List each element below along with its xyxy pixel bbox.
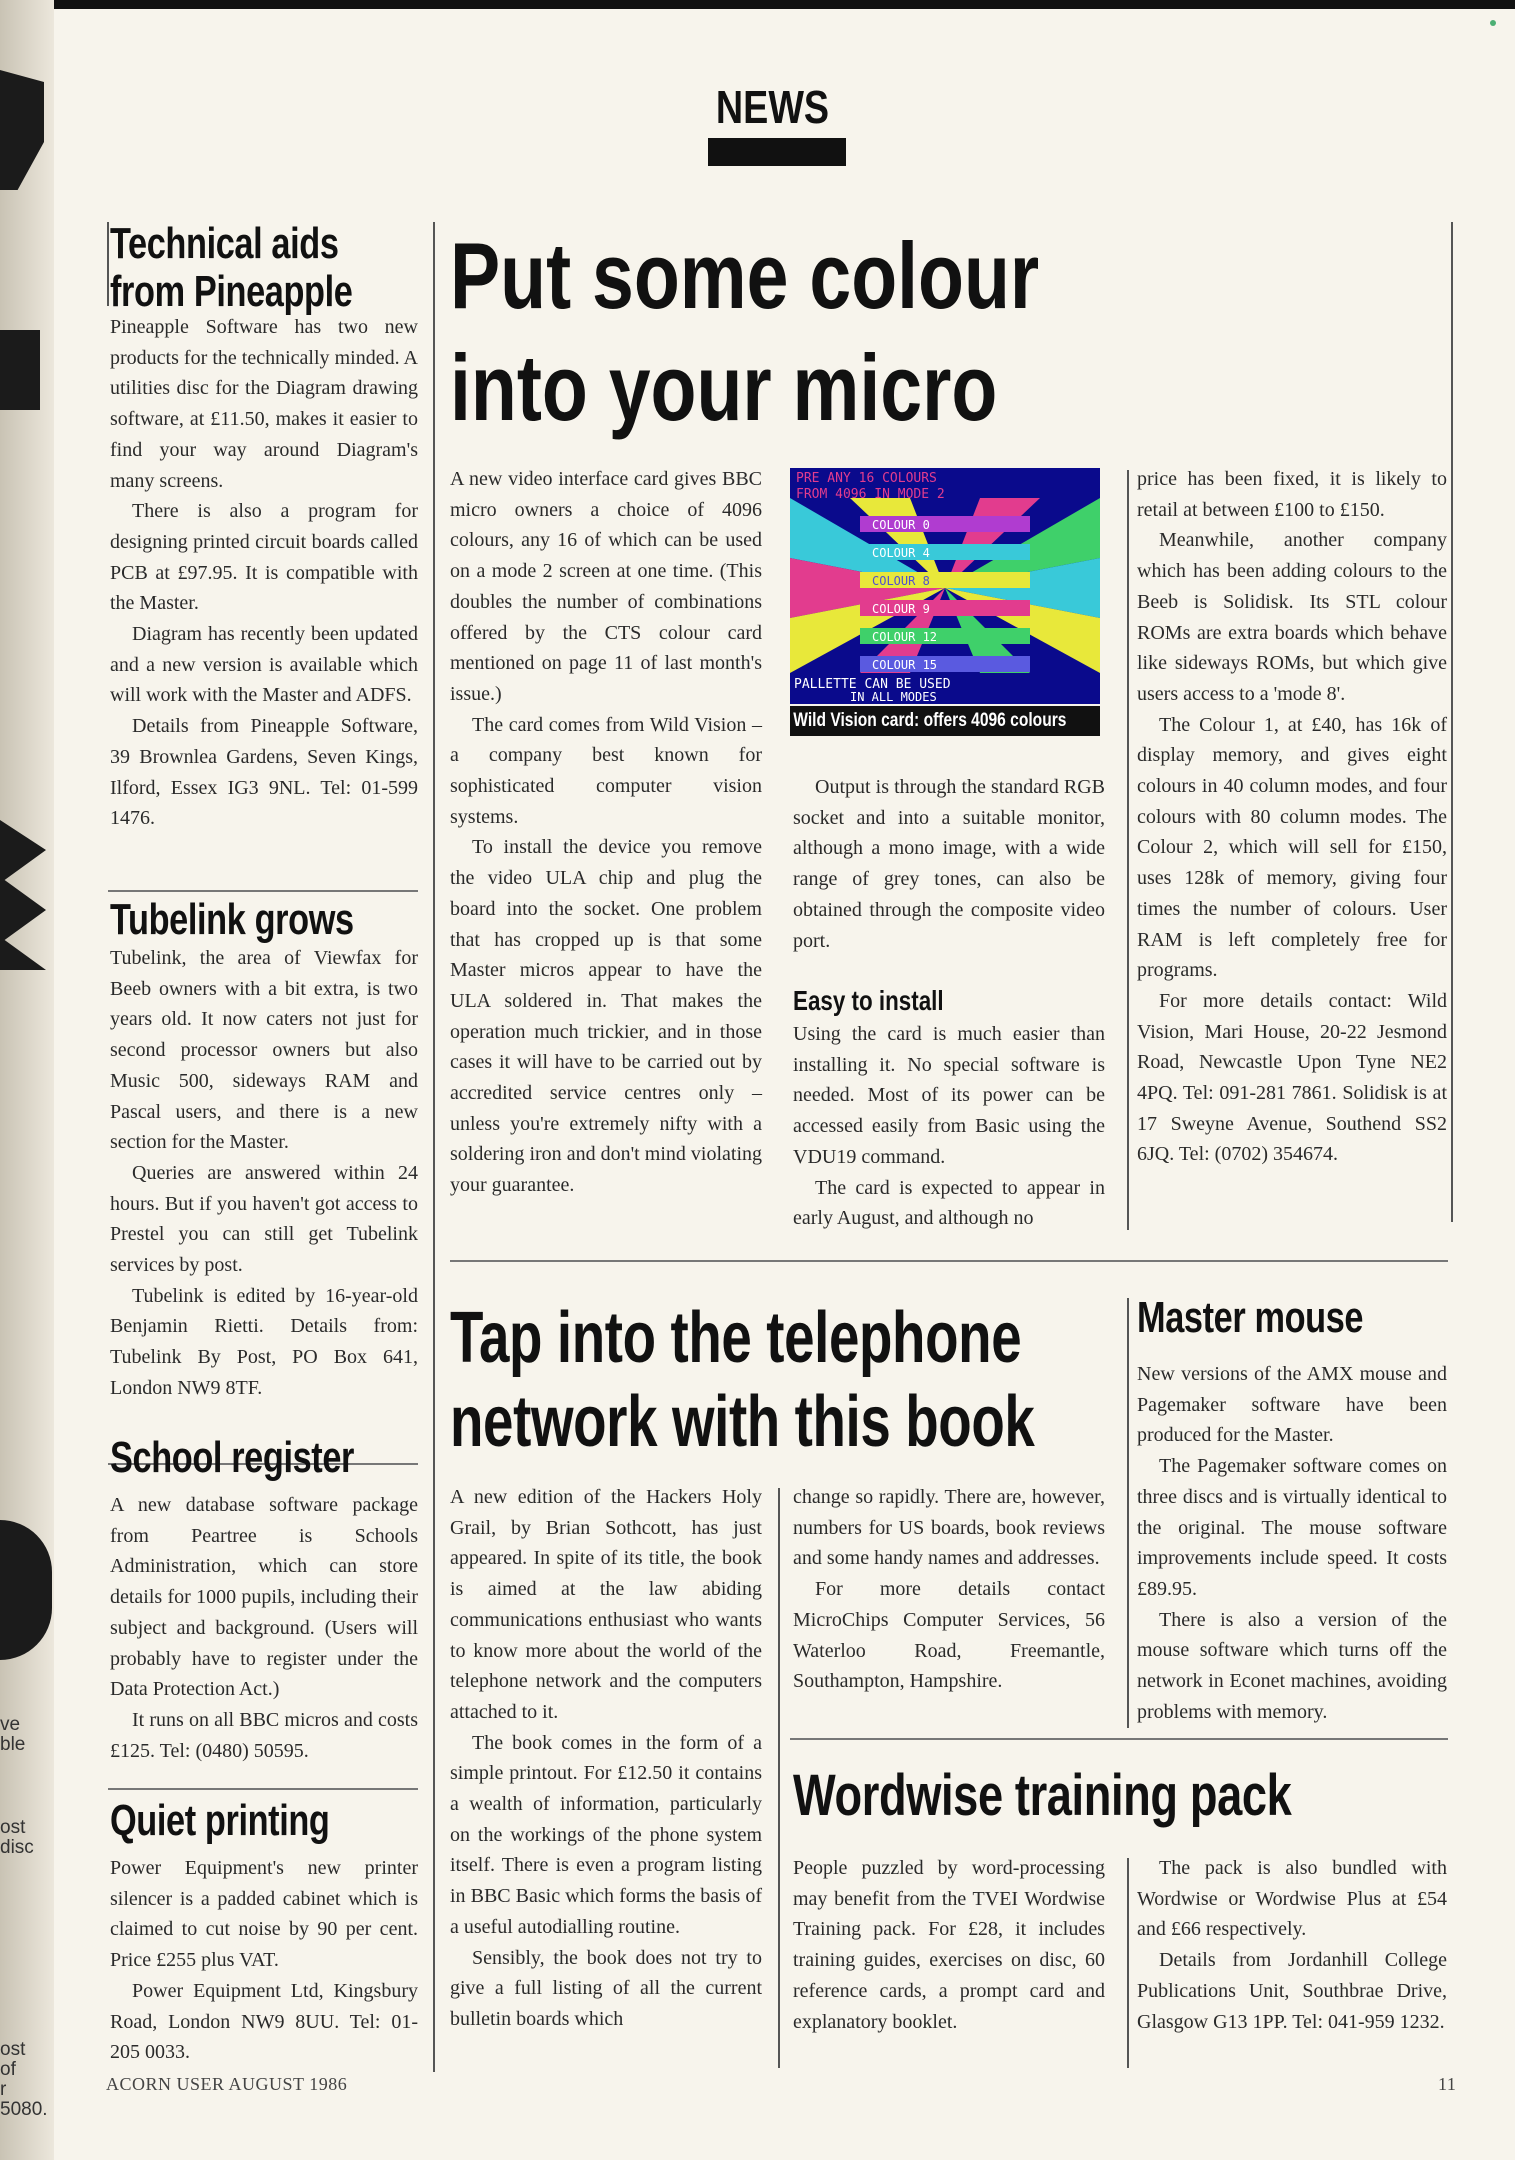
paragraph: The Colour 1, at £40, has 16k of display memory, and gives eight colours in 40 column modes, and four colours with 80 column modes. The Colour 2, which will sell for £150, uses 128k of memory, giving four times the number of colours. User RAM is left completely free for programs. <box>1137 713 1447 982</box>
article-body-pineapple <box>110 312 418 834</box>
screen-bar-label: COLOUR 8 <box>872 574 930 588</box>
paragraph: To install the device you remove the video ULA chip and plug the board into the socket. One problem that has cropped up is that some Master micros appear to have the ULA soldered in. That makes the operation much trickier, and in those cases it will have to be carried out by accredited service centres only – unless you're extremely nifty with a soldering iron and don't mind violating your guarantee. <box>450 836 762 1197</box>
article-colour-column-1 <box>450 464 762 1201</box>
article-colour-column-3 <box>1137 464 1447 1170</box>
subheading-easy-to-install: Easy to install <box>793 985 944 1016</box>
article-colour-column-2-bottom <box>793 1019 1105 1234</box>
paragraph: A new edition of the Hackers Holy Grail, by Brian Sothcott, has just appeared. In spite of its title, the book is aimed at the law abiding communications enthusiast who wants to know more about the world of the telephone network and the computers attached to it. <box>450 1486 762 1723</box>
paragraph: The pack is also bundled with Wordwise or Wordwise Plus at £54 and £66 respectively. <box>1137 1857 1447 1941</box>
screen-bar-label: COLOUR 9 <box>872 602 930 616</box>
article-title-quiet: Quiet printing <box>110 1796 330 1845</box>
article-separator <box>450 1260 1448 1262</box>
paragraph: The card is expected to appear in early August, and although no <box>793 1176 1105 1230</box>
article-title-tubelink: Tubelink grows <box>110 895 354 944</box>
paragraph: New versions of the AMX mouse and Pagemaker software have been produced for the Master. <box>1137 1363 1447 1447</box>
paragraph: The Pagemaker software comes on three discs and is virtually identical to the original. The mouse software improvements include speed. It costs £89.95. <box>1137 1455 1447 1600</box>
section-title: NEWS <box>715 81 830 133</box>
article-body-school <box>110 1490 418 1766</box>
screen-bar-label: COLOUR 4 <box>872 546 930 560</box>
article-wordwise-column-2 <box>1137 1853 1447 2037</box>
article-body-quiet <box>110 1853 418 2068</box>
paragraph: People puzzled by word-processing may benefit from the TVEI Wordwise Training pack. For £28, it includes training guides, exercises on disc, 60 reference cards, a prompt card and explanatory booklet. <box>793 1857 1105 2033</box>
article-title-wordwise: Wordwise training pack <box>793 1763 1292 1828</box>
article-title-telephone: Tap into the telephone network with this book <box>450 1298 1035 1462</box>
paragraph: For more details contact: Wild Vision, Mari House, 20-22 Jesmond Road, Newcastle Upon Tyne NE2 4PQ. Tel: 091-281 7861. Solidisk is at 17 Sweyne Avenue, Southend SS2 6JQ. Tel: (0702) 354674. <box>1137 989 1447 1166</box>
article-title-colour: Put some colour into your micro <box>450 223 1040 440</box>
paragraph: Tubelink is edited by 16-year-old Benjamin Rietti. Details from: Tubelink By Post, PO Box 641, London NW9 8TF. <box>110 1284 418 1399</box>
edge-text-fragment: ost disc <box>0 1817 34 1858</box>
section-title-bar <box>708 138 846 166</box>
paragraph: The book comes in the form of a simple printout. For £12.50 it contains a wealth of information, particularly on the workings of the phone system itself. There is even a program listing in BBC Basic which forms the basis of a useful autodialling routine. <box>450 1731 762 1938</box>
paragraph: The card comes from Wild Vision – a company best known for sophisticated computer vision systems. <box>450 713 762 828</box>
svg-text:PALLETTE CAN BE USED: PALLETTE CAN BE USED <box>794 677 951 692</box>
paragraph: Tubelink, the area of Viewfax for Beeb owners with a bit extra, is two years old. It now caters not just for second processor owners but also Music 500, sideways RAM and Pascal users, and there is a new section for the Master. <box>110 947 418 1154</box>
article-title-mouse: Master mouse <box>1137 1293 1364 1342</box>
screen-bar-label: COLOUR 15 <box>872 658 938 672</box>
article-body-tubelink <box>110 943 418 1404</box>
paragraph: A new video interface card gives BBC micro owners a choice of 4096 colours, any 16 of which can be used on a mode 2 screen at one time. (This doubles the number of combinations offered by the CTS colour card mentioned on page 11 of last month's issue.) <box>450 468 762 705</box>
paragraph: change so rapidly. There are, however, numbers for US boards, book reviews and some handy names and addresses. <box>793 1486 1105 1570</box>
top-edge <box>0 0 1515 9</box>
svg-text:IN ALL MODES: IN ALL MODES <box>850 690 937 704</box>
paragraph: Meanwhile, another company which has been adding colours to the Beeb is Solidisk. Its STL colour ROMs are extra boards which behave like sideways ROMs, but which give users access to a 'mode 8'. <box>1137 529 1447 705</box>
column-rule <box>1127 1298 1129 1728</box>
column-rule <box>433 222 435 2072</box>
edge-blob-shape <box>0 1520 52 1660</box>
article-title-pineapple: Technical aids from Pineapple <box>110 219 353 316</box>
article-separator <box>790 1738 1448 1740</box>
column-rule <box>1127 470 1129 1230</box>
paragraph: Pineapple Software has two new products for the technically minded. A utilities disc for the Diagram drawing software, at £11.50, makes it easier to find your way around Diagram's many screens. <box>110 316 418 492</box>
paragraph: A new database software package from Peartree is Schools Administration, which can store details for 1000 pupils, including their subject and background. (Users will probably have to register under the Data Protection Act.) <box>110 1494 418 1701</box>
edge-zigzag-shape <box>0 820 46 970</box>
article-telephone-column-1 <box>450 1482 762 2035</box>
page-number: 11 <box>1438 2074 1457 2094</box>
column-rule <box>778 1488 780 2068</box>
svg-text:FROM 4096 IN MODE 2: FROM 4096 IN MODE 2 <box>796 487 945 502</box>
adjacent-page-edge <box>0 0 54 2160</box>
article-separator <box>108 890 418 892</box>
wild-vision-screen-photo <box>790 468 1100 704</box>
paragraph: Power Equipment's new printer silencer is a padded cabinet which is claimed to cut noise by 90 per cent. Price £255 plus VAT. <box>110 1857 418 1972</box>
paragraph: For more details contact MicroChips Computer Services, 56 Waterloo Road, Freemantle, Southampton, Hampshire. <box>793 1578 1105 1693</box>
paragraph: Output is through the standard RGB socket and into a suitable monitor, although a mono image, with a wide range of grey tones, can also be obtained through the composite video port. <box>793 776 1105 952</box>
green-dot <box>1490 20 1496 26</box>
column-rule <box>107 222 109 306</box>
paragraph: Queries are answered within 24 hours. But if you haven't got access to Prestel you can still get Tubelink services by post. <box>110 1161 418 1277</box>
article-body-mouse <box>1137 1359 1447 1727</box>
paragraph: Power Equipment Ltd, Kingsbury Road, London NW9 8UU. Tel: 01-205 0033. <box>110 1979 418 2064</box>
article-colour-column-2-top <box>793 772 1105 956</box>
article-telephone-column-2 <box>793 1482 1105 1697</box>
article-separator <box>108 1788 418 1790</box>
colour-rays-graphic <box>790 468 1100 704</box>
column-rule <box>1127 1858 1129 2068</box>
screen-bar-label: COLOUR 0 <box>872 518 930 532</box>
paragraph: price has been fixed, it is likely to retail at between £100 to £150. <box>1137 468 1447 521</box>
column-rule <box>1451 222 1453 1222</box>
paragraph: There is also a version of the mouse software which turns off the network in Econet machines, avoiding problems with memory. <box>1137 1608 1447 1723</box>
edge-letter-shape <box>0 330 40 410</box>
article-title-school: School register <box>110 1433 354 1482</box>
paragraph: It runs on all BBC micros and costs £125. Tel: (0480) 50595. <box>110 1708 418 1762</box>
svg-text:PRE ANY 16 COLOURS: PRE ANY 16 COLOURS <box>796 471 937 486</box>
paragraph: Details from Jordanhill College Publications Unit, Southbrae Drive, Glasgow G13 1PP. Tel: 041-959 1232. <box>1137 1949 1447 2033</box>
edge-letter-shape <box>0 70 44 190</box>
screen-bar-label: COLOUR 12 <box>872 630 938 644</box>
paragraph: Diagram has recently been updated and a new version is available which will work with the Master and ADFS. <box>110 623 418 707</box>
edge-text-fragment: ve ble <box>0 1714 26 1755</box>
footer-publication: ACORN USER AUGUST 1986 <box>106 2074 348 2094</box>
paragraph: Details from Pineapple Software, 39 Brownlea Gardens, Seven Kings, Ilford, Essex IG3 9NL. Tel: 01-599 1476. <box>110 715 418 830</box>
article-wordwise-column-1 <box>793 1853 1105 2037</box>
paragraph: There is also a program for designing printed circuit boards called PCB at £97.95. It is compatible with the Master. <box>110 500 418 615</box>
photo-caption: Wild Vision card: offers 4096 colours <box>790 706 1100 736</box>
paragraph: Sensibly, the book does not try to give a full listing of all the current bulletin boards which <box>450 1946 762 2030</box>
paragraph: Using the card is much easier than installing it. No special software is needed. Most of its power can be accessed easily from Basic using the VDU19 command. <box>793 1023 1105 1168</box>
edge-text-fragment: ost of r 5080. <box>0 2039 48 2120</box>
